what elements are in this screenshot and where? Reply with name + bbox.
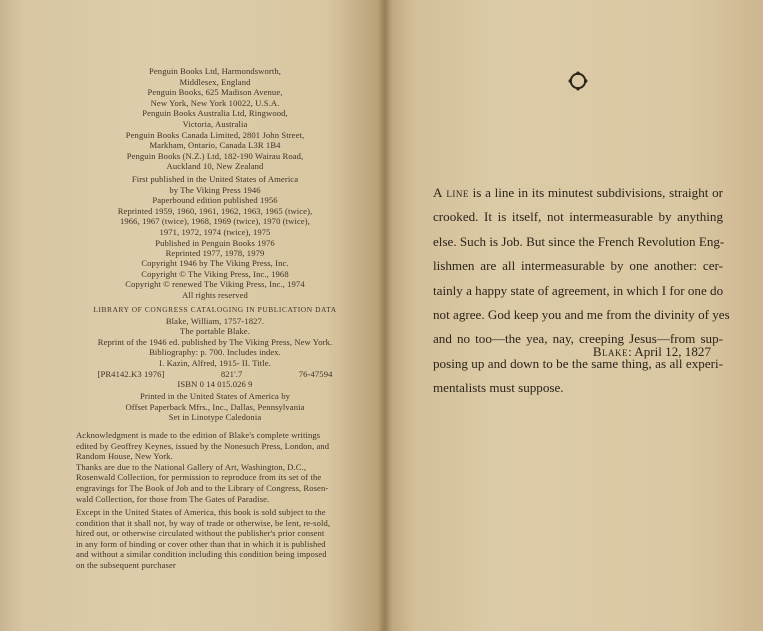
quote-line: not agree. God keep you and me from the divinity of yes bbox=[433, 307, 730, 323]
publisher-line: New York, New York 10022, U.S.A. bbox=[150, 97, 280, 108]
publisher-line: Penguin Books Canada Limited, 2801 John Street, bbox=[125, 129, 305, 140]
history-line: 1966, 1967 (twice), 1968, 1969 (twice), 1970 (twice), bbox=[119, 216, 311, 227]
ack-line: Acknowledgment is made to the edition of Blake's complete writings bbox=[76, 430, 321, 440]
sale-conditions bbox=[76, 507, 366, 571]
quote-line bbox=[433, 181, 723, 205]
printer-info bbox=[90, 391, 340, 423]
quote-line: and no too—the yea, nay, creeping Jesus—from sup- bbox=[433, 331, 723, 347]
quote-line: crooked. It is itself, not intermeasurable by anything bbox=[433, 209, 723, 225]
ack-line: Random House, New York. bbox=[76, 451, 173, 462]
publisher-addresses bbox=[90, 66, 340, 172]
copyright-line: Copyright 1946 by The Viking Press, Inc. bbox=[141, 258, 289, 268]
printer-line: Printed in the United States of America by bbox=[139, 391, 291, 401]
ack-line: edited by Geoffrey Keynes, issued by the Nonesuch Press, London, and bbox=[76, 440, 330, 451]
quote-line: else. Such is Job. But since the French Revolution Eng- bbox=[433, 233, 725, 249]
quote-lead: A line bbox=[433, 185, 469, 200]
history-line: Reprinted 1977, 1978, 1979 bbox=[165, 248, 265, 259]
attribution-date: : April 12, 1827 bbox=[628, 344, 711, 359]
cip-numbers-row bbox=[98, 369, 333, 380]
history-line: by The Viking Press 1946 bbox=[169, 184, 261, 195]
publisher-line: Middlesex, England bbox=[179, 76, 251, 87]
quote-line: mentalists must suppose. bbox=[433, 380, 564, 396]
publisher-line: Penguin Books, 625 Madison Avenue, bbox=[147, 87, 283, 98]
publisher-line: Auckland 10, New Zealand bbox=[166, 161, 264, 172]
copyright-line: Copyright © renewed The Viking Press, Inc., 1974 bbox=[125, 279, 305, 290]
publisher-line: Victoria, Australia bbox=[182, 118, 248, 129]
quote-line: posing up and down to be the same thing, as all experi- bbox=[433, 355, 723, 371]
quote-line-text: is a line in its minutest subdivisions, straight or bbox=[468, 185, 724, 200]
cip-line: The portable Blake. bbox=[180, 326, 250, 337]
condition-line: hired out, or otherwise circulated without the publisher's prior consent bbox=[76, 528, 325, 539]
history-line: Paperbound edition published 1956 bbox=[152, 195, 278, 206]
cip-line: Reprint of the 1946 ed. published by The Viking Press, New York. bbox=[97, 336, 333, 347]
attribution-name: Blake bbox=[592, 344, 629, 359]
copyright-notice bbox=[90, 258, 340, 300]
printer-line: Offset Paperback Mfrs., Inc., Dallas, Pennsylvania bbox=[125, 401, 305, 412]
cip-line: I. Kazin, Alfred, 1915- II. Title. bbox=[159, 357, 271, 368]
cip-line: Bibliography: p. 700. Includes index. bbox=[149, 347, 281, 358]
book-gutter bbox=[378, 0, 392, 631]
condition-line: and without a similar condition including this condition being imposed bbox=[76, 549, 327, 560]
copyright-line: Copyright © The Viking Press, Inc., 1968 bbox=[141, 268, 289, 279]
condition-line: on the subsequent purchaser bbox=[76, 559, 176, 570]
history-line: 1971, 1972, 1974 (twice), 1975 bbox=[159, 226, 271, 237]
quote-attribution bbox=[593, 344, 711, 360]
penguin-colophon-icon bbox=[567, 70, 589, 92]
ack-line: engravings for The Book of Job and to the Library of Congress, Rosen- bbox=[76, 482, 329, 493]
history-line: Reprinted 1959, 1960, 1961, 1962, 1963, 1965 (twice), bbox=[117, 205, 313, 216]
acknowledgments bbox=[76, 430, 366, 504]
history-line: First published in the United States of America bbox=[131, 174, 299, 184]
ack-line: wald Collection, for those from The Gates of Paradise. bbox=[76, 493, 270, 504]
copyright-line: All rights reserved bbox=[182, 289, 248, 300]
publisher-line: Penguin Books (N.Z.) Ltd, 182-190 Wairau Road, bbox=[126, 150, 304, 161]
history-line: Published in Penguin Books 1976 bbox=[155, 237, 275, 248]
cip-data bbox=[90, 305, 340, 390]
cip-line: Blake, William, 1757-1827. bbox=[165, 315, 265, 326]
condition-line: in any form of binding or cover other than that in which it is published bbox=[76, 538, 326, 549]
isbn: ISBN 0 14 015.026 9 bbox=[177, 379, 253, 390]
blake-quotation bbox=[433, 181, 730, 401]
quote-line: lishmen are all intermeasurable by one another: cer- bbox=[433, 258, 723, 274]
publisher-line: Penguin Books Ltd, Harmondsworth, bbox=[149, 66, 281, 76]
lccn: 76-47594 bbox=[298, 368, 333, 379]
publisher-line: Markham, Ontario, Canada L3R 1B4 bbox=[149, 140, 281, 151]
cip-heading: LIBRARY OF CONGRESS CATALOGING IN PUBLICATION DATA bbox=[93, 305, 337, 314]
ack-line: Rosenwald Collection, for permission to reproduce from its set of the bbox=[76, 472, 322, 483]
condition-line: condition that it shall not, by way of trade or otherwise, be lent, re-sold, bbox=[76, 517, 331, 528]
call-number: [PR4142.K3 1976] bbox=[97, 368, 165, 379]
publisher-line: Penguin Books Australia Ltd, Ringwood, bbox=[142, 108, 288, 119]
ack-line: Thanks are due to the National Gallery of Art, Washington, D.C., bbox=[76, 461, 307, 472]
condition-line: Except in the United States of America, this book is sold subject to the bbox=[76, 507, 326, 517]
publication-history bbox=[90, 174, 340, 259]
class-number: 821'.7 bbox=[220, 368, 243, 379]
printer-line: Set in Linotype Caledonia bbox=[168, 412, 262, 423]
quote-line: tainly a happy state of agreement, in which I for one do bbox=[433, 282, 724, 298]
